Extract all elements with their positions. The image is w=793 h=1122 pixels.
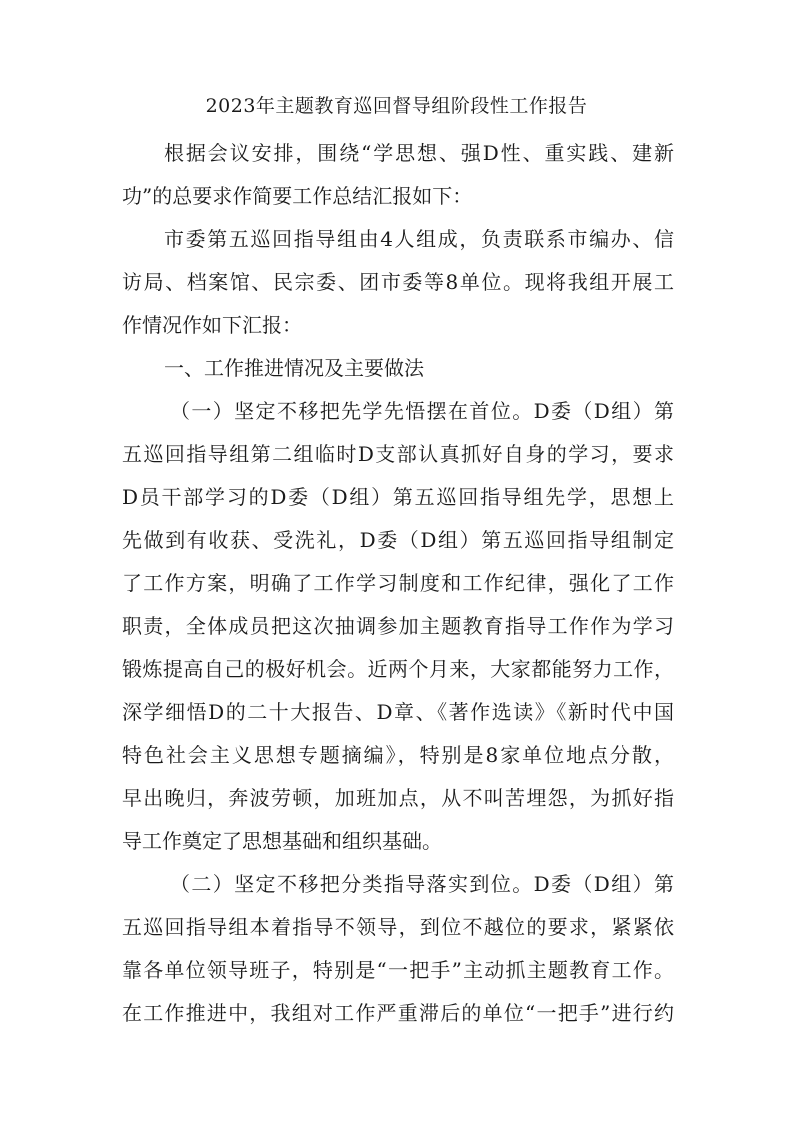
paragraph-line: 靠各单位领导班子，特别是“一把手”主动抓主题教育工作。 [122,958,674,982]
section-heading: 一、工作推进情况及主要做法 [164,356,424,380]
paragraph-line: 根据会议安排，围绕“学思想、强D性、重实践、建新 [164,141,674,165]
document-title: 2023年主题教育巡回督导组阶段性工作报告 [205,95,588,117]
paragraph-line: 市委第五巡回指导组由4人组成，负责联系市编办、信 [164,227,674,251]
paragraph-line: 导工作奠定了思想基础和组织基础。 [122,829,442,853]
paragraph-line: 特色社会主义思想专题摘编》，特别是8家单位地点分散， [122,743,674,767]
paragraph-line: 先做到有收获、受洗礼，D委（D组）第五巡回指导组制定 [122,528,674,552]
paragraph-line: 作情况作如下汇报： [122,313,302,337]
paragraph-line: 了工作方案，明确了工作学习制度和工作纪律，强化了工作 [122,571,674,595]
paragraph-line: 早出晚归，奔波劳顿，加班加点，从不叫苦埋怨，为抓好指 [122,786,674,810]
paragraph-line: 在工作推进中，我组对工作严重滞后的单位“一把手”进行约 [122,1001,674,1025]
paragraph-line: 五巡回指导组第二组临时D支部认真抓好自身的学习，要求 [122,442,674,466]
paragraph-line: （一）坚定不移把先学先悟摆在首位。D委（D组）第 [170,399,674,423]
paragraph-line: D员干部学习的D委（D组）第五巡回指导组先学，思想上 [122,485,674,509]
paragraph-line: （二）坚定不移把分类指导落实到位。D委（D组）第 [170,872,674,896]
paragraph-line: 功”的总要求作简要工作总结汇报如下： [122,184,473,208]
paragraph-line: 深学细悟D的二十大报告、D章、《著作选读》《新时代中国 [122,700,674,724]
paragraph-line: 锻炼提高自己的极好机会。近两个月来，大家都能努力工作， [122,657,674,681]
paragraph-line: 五巡回指导组本着指导不领导，到位不越位的要求，紧紧依 [122,915,674,939]
paragraph-line: 访局、档案馆、民宗委、团市委等8单位。现将我组开展工 [122,270,674,294]
paragraph-line: 职责，全体成员把这次抽调参加主题教育指导工作作为学习 [122,614,674,638]
